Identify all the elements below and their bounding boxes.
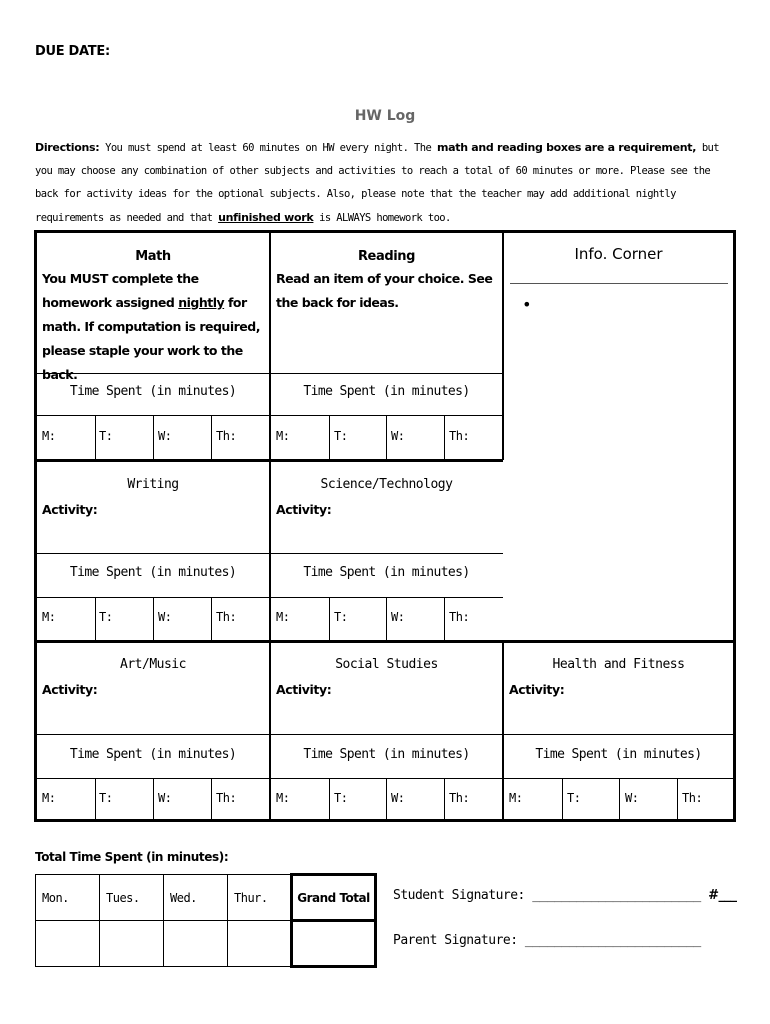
science-time-header (271, 554, 502, 597)
health-monday-field[interactable]: M: (509, 791, 523, 805)
hw-log-grid (34, 230, 736, 822)
science-title: Science/Technology (320, 477, 453, 492)
science-box (271, 462, 502, 553)
art-monday-field[interactable]: M: (42, 791, 56, 805)
directions-text-3: is ALWAYS homework too. (313, 212, 451, 224)
directions-unfinished-work: unfinished work (218, 211, 314, 224)
social-monday-field[interactable]: M: (276, 791, 290, 805)
time-spent-label: Time Spent (in minutes) (69, 747, 237, 762)
page-title: HW Log (354, 108, 416, 124)
directions-text-2: but you may choose any combination of other subjects and activities to reach a total of 60 minutes or more. Please see the back for activity ideas for the optional subjects. Also, please note that the teacher may add additional nightly requirements as needed and that (35, 142, 719, 224)
social-studies-time-header (271, 735, 502, 778)
science-thursday-field[interactable]: Th: (449, 610, 470, 624)
art-thursday-field[interactable]: Th: (216, 791, 237, 805)
writing-title: Writing (127, 477, 179, 492)
math-title: Math (135, 249, 171, 264)
math-wednesday-field[interactable]: W: (158, 429, 172, 443)
directions-label: Directions: (35, 141, 100, 154)
social-studies-activity-label[interactable]: Activity: (276, 682, 332, 697)
reading-tuesday-field[interactable]: T: (334, 429, 348, 443)
math-instructions: You MUST complete the homework assigned nightly for math. If computation is required, please staple your work to the back. (42, 271, 260, 382)
math-thursday-field[interactable]: Th: (216, 429, 237, 443)
math-tuesday-field[interactable]: T: (99, 429, 113, 443)
math-time-header (37, 373, 269, 415)
writing-thursday-field[interactable]: Th: (216, 610, 237, 624)
social-tuesday-field[interactable]: T: (334, 791, 348, 805)
grand-total-field[interactable] (292, 921, 376, 967)
math-monday-field[interactable]: M: (42, 429, 56, 443)
writing-activity-label[interactable]: Activity: (42, 502, 98, 517)
social-thursday-field[interactable]: Th: (449, 791, 470, 805)
totals-table (35, 873, 377, 968)
totals-header-grand-total: Grand Total (292, 875, 376, 921)
reading-title: Reading (357, 249, 416, 264)
health-tuesday-field[interactable]: T: (567, 791, 581, 805)
reading-time-header (271, 373, 502, 415)
art-music-title: Art/Music (120, 657, 186, 672)
writing-box (37, 462, 269, 553)
social-studies-box (271, 643, 502, 734)
art-music-activity-label[interactable]: Activity: (42, 682, 98, 697)
due-date-label: DUE DATE: (35, 44, 110, 59)
art-music-box (37, 643, 269, 734)
parent-signature-line[interactable]: Parent Signature: ________________________ (393, 933, 701, 948)
social-studies-title: Social Studies (335, 657, 438, 672)
math-box (37, 233, 269, 382)
writing-wednesday-field[interactable]: W: (158, 610, 172, 624)
directions-paragraph (35, 136, 735, 230)
social-wednesday-field[interactable]: W: (391, 791, 405, 805)
health-fitness-box (504, 643, 733, 734)
info-bullet: • (522, 295, 532, 314)
art-wednesday-field[interactable]: W: (158, 791, 172, 805)
info-corner (504, 233, 733, 640)
science-tuesday-field[interactable]: T: (334, 610, 348, 624)
science-wednesday-field[interactable]: W: (391, 610, 405, 624)
totals-header-mon: Mon. (36, 875, 100, 921)
student-signature-line[interactable] (393, 888, 736, 903)
art-tuesday-field[interactable]: T: (99, 791, 113, 805)
reading-wednesday-field[interactable]: W: (391, 429, 405, 443)
total-tues-field[interactable] (100, 921, 164, 967)
time-spent-label: Time Spent (in minutes) (69, 565, 237, 580)
reading-box (271, 233, 502, 373)
writing-monday-field[interactable]: M: (42, 610, 56, 624)
directions-requirement: math and reading boxes are a requirement, (436, 141, 697, 154)
time-spent-label: Time Spent (in minutes) (303, 384, 470, 399)
science-monday-field[interactable]: M: (276, 610, 290, 624)
writing-tuesday-field[interactable]: T: (99, 610, 113, 624)
science-activity-label[interactable]: Activity: (276, 502, 332, 517)
total-time-label: Total Time Spent (in minutes): (35, 850, 229, 864)
time-spent-label: Time Spent (in minutes) (303, 747, 470, 762)
student-number-field[interactable]: #___ (708, 888, 737, 903)
totals-header-thur: Thur. (228, 875, 292, 921)
total-thur-field[interactable] (228, 921, 292, 967)
totals-header-tues: Tues. (100, 875, 164, 921)
health-wednesday-field[interactable]: W: (625, 791, 639, 805)
reading-thursday-field[interactable]: Th: (449, 429, 470, 443)
totals-header-wed: Wed. (164, 875, 228, 921)
student-signature-label: Student Signature: _______________________ (393, 888, 701, 903)
total-mon-field[interactable] (36, 921, 100, 967)
time-spent-label: Time Spent (in minutes) (535, 747, 702, 762)
health-fitness-activity-label[interactable]: Activity: (509, 682, 565, 697)
health-fitness-title: Health and Fitness (552, 657, 685, 672)
info-corner-title: Info. Corner (574, 245, 663, 263)
directions-text-1: You must spend at least 60 minutes on HW every night. The (99, 142, 437, 154)
reading-instructions: Read an item of your choice. See the back for ideas. (276, 271, 493, 310)
time-spent-label: Time Spent (in minutes) (303, 565, 470, 580)
writing-time-header (37, 554, 269, 597)
time-spent-label: Time Spent (in minutes) (69, 384, 237, 399)
total-wed-field[interactable] (164, 921, 228, 967)
health-fitness-time-header (504, 735, 733, 778)
health-thursday-field[interactable]: Th: (682, 791, 703, 805)
art-music-time-header (37, 735, 269, 778)
reading-monday-field[interactable]: M: (276, 429, 290, 443)
